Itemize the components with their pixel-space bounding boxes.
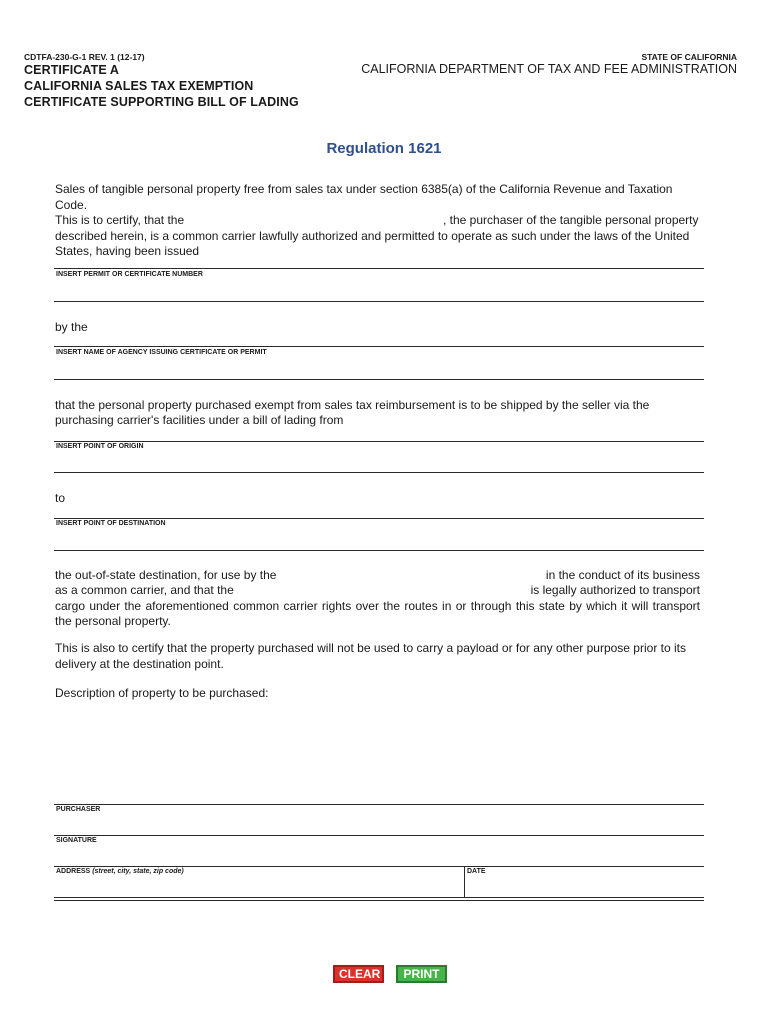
shipping-line-2: purchasing carrier's facilities under a bill of lading from: [55, 413, 344, 427]
description-label: Description of property to be purchased:: [55, 686, 269, 700]
agency-line-top: [54, 346, 704, 347]
address-label-text: ADDRESS: [56, 868, 91, 875]
origin-label: INSERT POINT OF ORIGIN: [56, 443, 144, 450]
purchaser-line-top: [54, 804, 704, 805]
carrier-name-input-2[interactable]: [250, 583, 519, 599]
signature-input[interactable]: [54, 844, 708, 864]
certificate-subtitle-2: CERTIFICATE SUPPORTING BILL OF LADING: [24, 95, 299, 109]
agency-name-input[interactable]: [54, 357, 708, 379]
signature-line-top: [54, 835, 704, 836]
permit-line-bottom: [54, 301, 704, 302]
destination-para-line-1a: the out-of-state destination, for use by the: [55, 568, 277, 582]
origin-line-bottom: [54, 472, 704, 473]
agency-line-bottom: [54, 379, 704, 380]
purchaser-label: PURCHASER: [56, 806, 101, 813]
address-line-bottom: [54, 897, 704, 898]
carrier-name-input[interactable]: [280, 568, 544, 584]
also-certify-line-1: This is also to certify that the property purchased will not be used to carry a payload or for any other purpose prior to its: [55, 641, 686, 655]
description-textarea[interactable]: [54, 706, 708, 802]
date-label: DATE: [467, 868, 486, 875]
to-text: to: [55, 491, 66, 505]
destination-para-line-4: the personal property.: [55, 614, 171, 628]
form-bottom-rule: [54, 900, 704, 901]
state-label: STATE OF CALIFORNIA: [641, 52, 737, 62]
destination-para-line-1b: in the conduct of its business: [545, 568, 700, 582]
purchaser-name-input[interactable]: [190, 213, 444, 229]
destination-para-line-2b: is legally authorized to transport: [530, 583, 700, 597]
address-hint: (street, city, state, zip code): [92, 868, 184, 875]
address-input[interactable]: [54, 877, 466, 897]
print-button[interactable]: PRINT: [396, 965, 447, 983]
origin-input[interactable]: [54, 451, 708, 473]
purchaser-input[interactable]: [54, 813, 708, 833]
certificate-title: CERTIFICATE A: [24, 63, 120, 77]
clear-button[interactable]: CLEAR: [333, 965, 384, 983]
regulation-heading: Regulation 1621: [326, 140, 442, 157]
address-line-top: [54, 866, 704, 867]
certify-line-3: States, having been issued: [55, 244, 200, 258]
destination-input[interactable]: [54, 528, 708, 550]
address-date-divider: [464, 866, 465, 897]
permit-number-input[interactable]: [54, 279, 708, 301]
agency-label: INSERT NAME OF AGENCY ISSUING CERTIFICATE OR PERMIT: [56, 349, 267, 356]
shipping-line-1: that the personal property purchased exempt from sales tax reimbursement is to be shipped by the seller via the: [55, 398, 650, 412]
destination-line-bottom: [54, 550, 704, 551]
form-id: CDTFA-230-G-1 REV. 1 (12-17): [24, 52, 145, 62]
address-label: [56, 868, 184, 875]
date-input[interactable]: [467, 877, 706, 897]
signature-label: SIGNATURE: [56, 837, 97, 844]
intro-text: Sales of tangible personal property free from sales tax under section 6385(a) of the California Revenue and Taxation Code.: [55, 182, 673, 212]
permit-label: INSERT PERMIT OR CERTIFICATE NUMBER: [56, 271, 203, 278]
certify-suffix: , the purchaser of the tangible personal property: [443, 213, 699, 227]
destination-para-line-2a: as a common carrier, and that the: [55, 583, 234, 597]
destination-para-line-3: cargo under the aforementioned common carrier rights over the routes in or through this state by which it will transport: [55, 599, 700, 613]
department-name: CALIFORNIA DEPARTMENT OF TAX AND FEE ADMINISTRATION: [361, 62, 737, 76]
by-the-text: by the: [55, 320, 88, 334]
destination-label: INSERT POINT OF DESTINATION: [56, 520, 166, 527]
permit-line-top: [54, 268, 704, 269]
certify-prefix: This is to certify, that the: [55, 213, 185, 227]
certificate-subtitle: CALIFORNIA SALES TAX EXEMPTION: [24, 79, 254, 93]
also-certify-line-2: delivery at the destination point.: [55, 657, 224, 671]
certify-line-2: described herein, is a common carrier lawfully authorized and permitted to operate as such under the laws of the United: [55, 229, 690, 243]
origin-line-top: [54, 441, 704, 442]
destination-line-top: [54, 518, 704, 519]
